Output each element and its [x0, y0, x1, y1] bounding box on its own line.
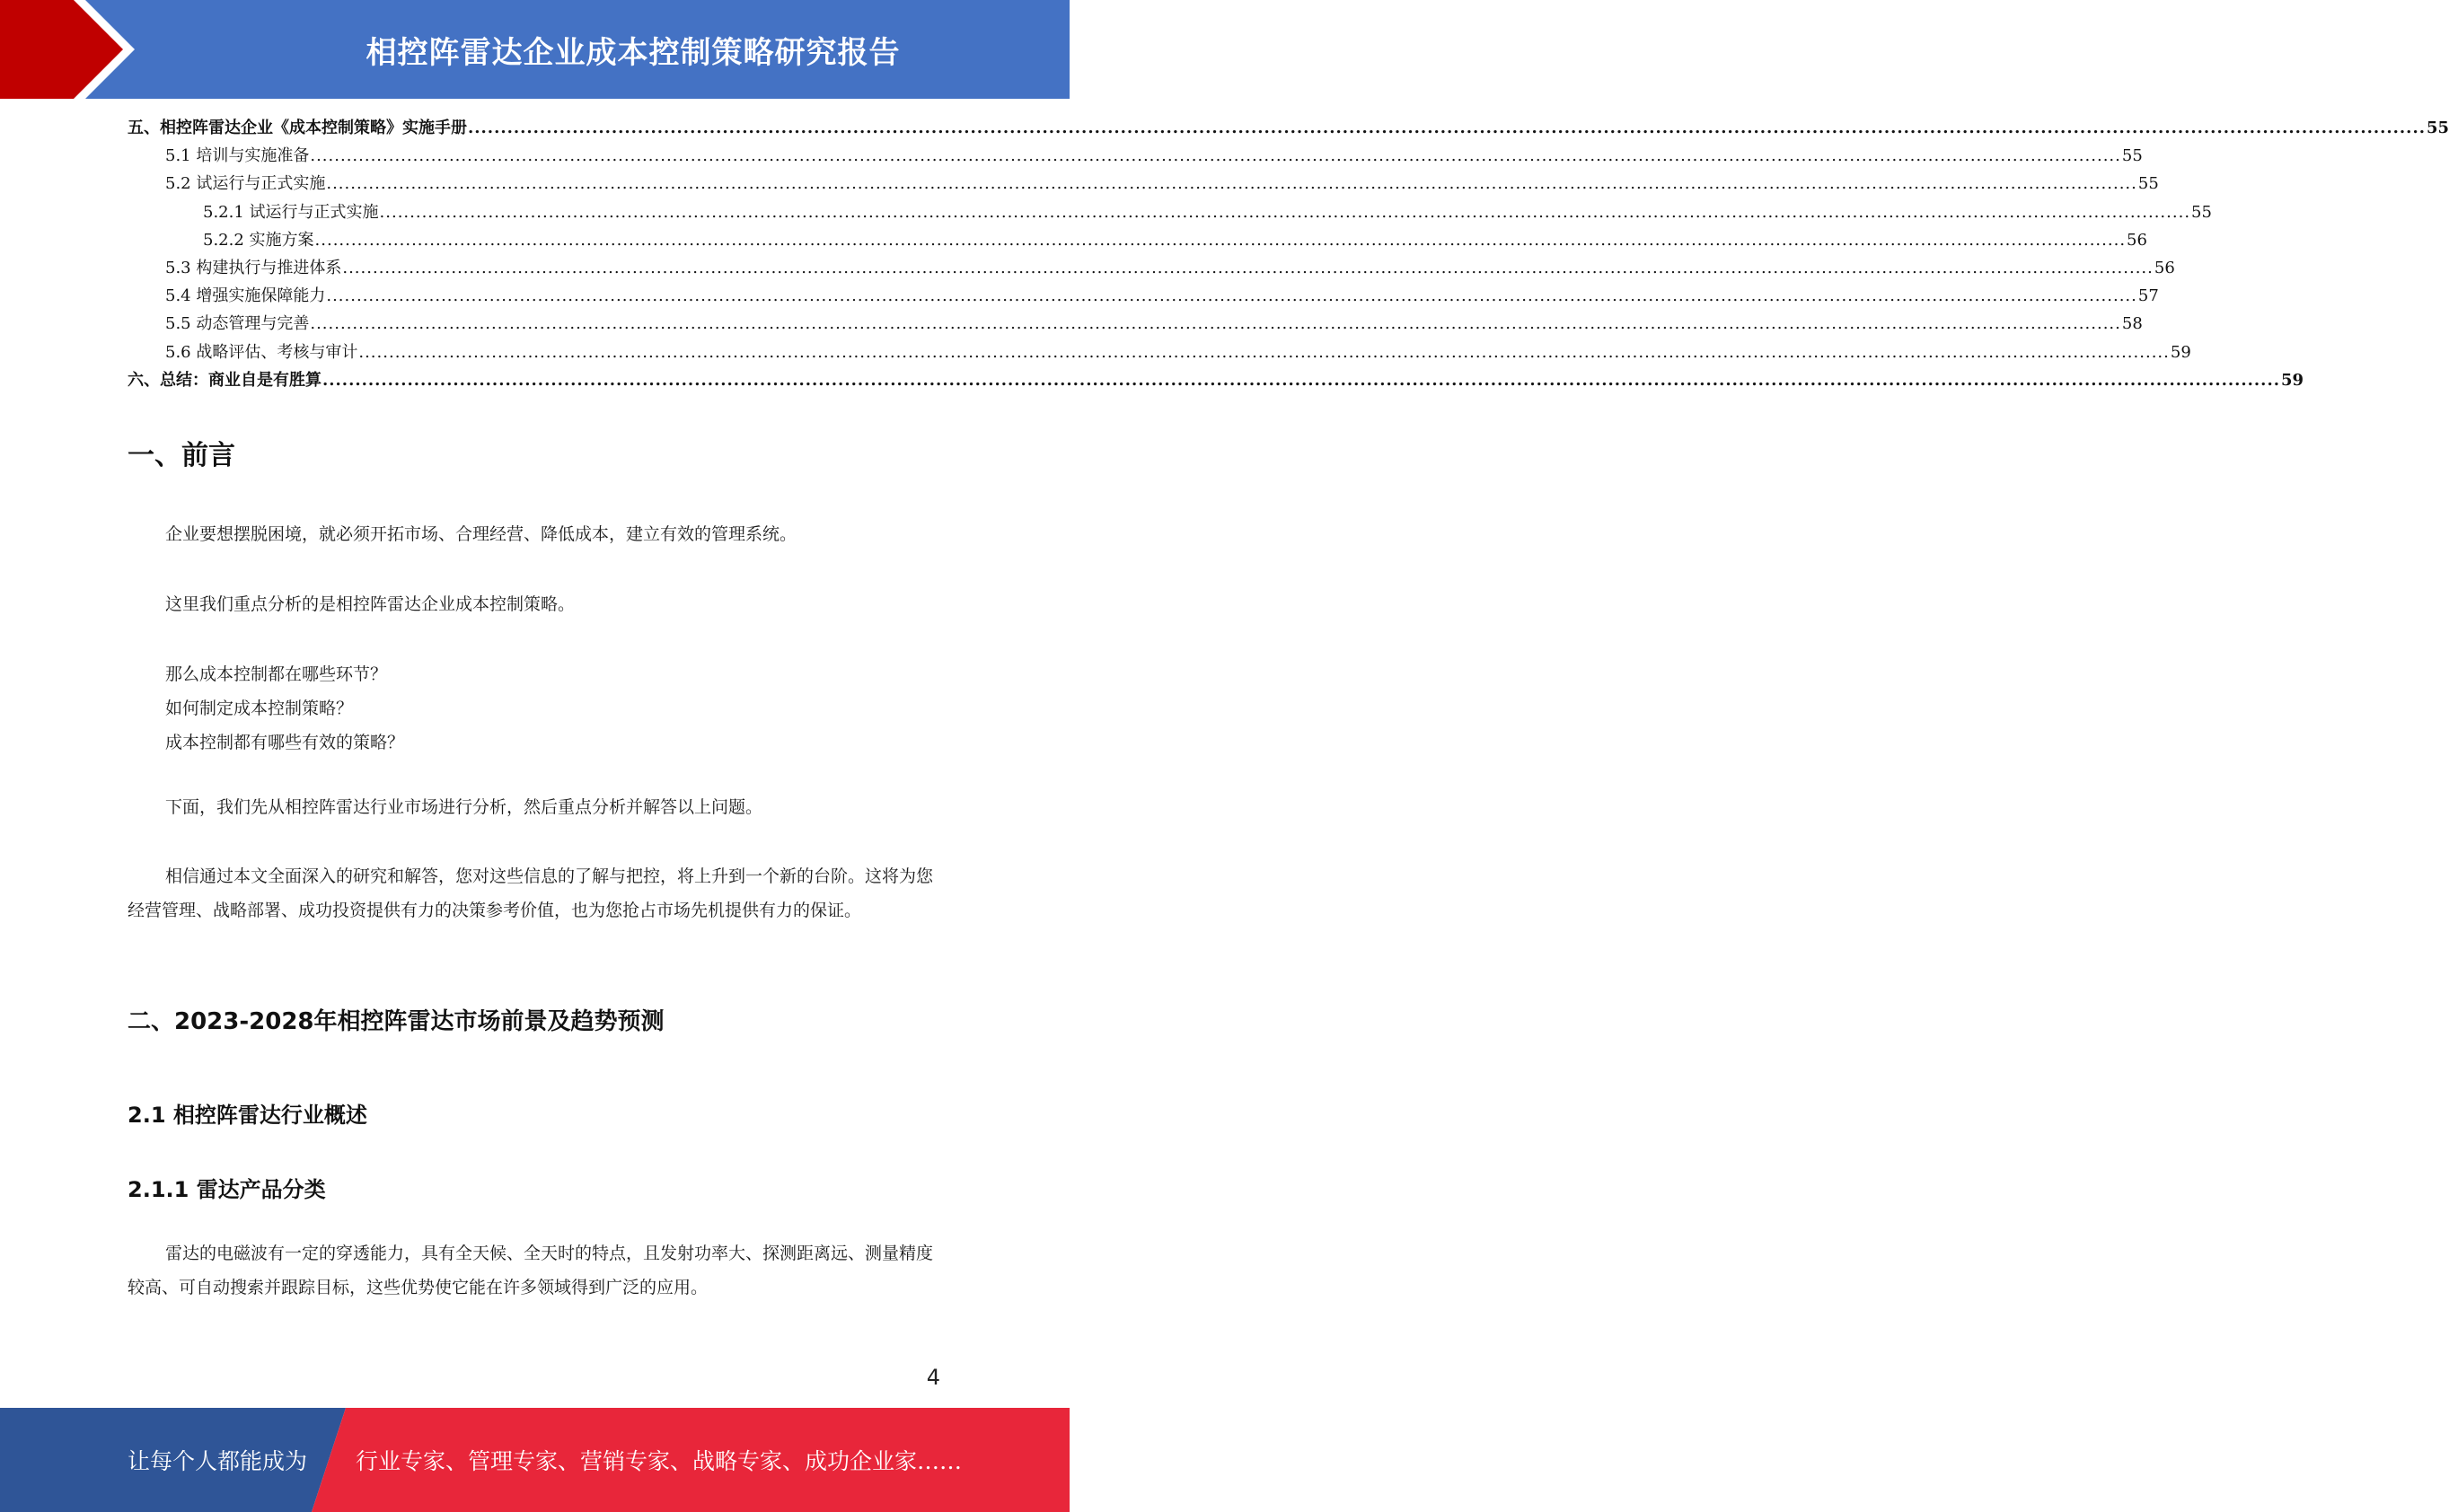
- toc-leader-dots: ............................................................................................................................................................................................................................................................................................................: [322, 370, 2280, 390]
- toc-entry-title: 六、总结：商业自是有胜算: [128, 370, 322, 390]
- report-title: 相控阵雷达企业成本控制策略研究报告: [366, 34, 901, 71]
- toc-leader-dots: ............................................................................................................................................................................................................................................................................................................: [468, 119, 2426, 137]
- toc-entry-title: 5.3 构建执行与推进体系: [165, 258, 342, 277]
- toc-entry-page: 55: [2137, 174, 2159, 194]
- toc-entry-page: 59: [2170, 342, 2191, 362]
- toc-entry-page: 58: [2121, 314, 2143, 334]
- section-heading-preface: 一、前言: [128, 440, 235, 471]
- toc-entry-title: 五、相控阵雷达企业《成本控制策略》实施手册: [128, 119, 467, 137]
- toc-entry-title: 5.4 增强实施保障能力: [165, 286, 326, 306]
- toc-entry-title: 5.2.2 实施方案: [203, 230, 314, 250]
- toc-entry[interactable]: [128, 255, 2175, 283]
- footer-slogan-right: 行业专家、管理专家、营销专家、战略专家、成功企业家……: [356, 1448, 963, 1474]
- toc-leader-dots: ............................................................................................................................................................................................................................................................................................................: [310, 146, 2121, 166]
- toc-entry[interactable]: [128, 339, 2191, 367]
- toc-entry-title: 5.2.1 试运行与正式实施: [203, 202, 379, 222]
- paragraph: 企业要想摆脱困境，就必须开拓市场、合理经营、降低成本，建立有效的管理系统。: [165, 524, 797, 544]
- toc-entry-page: 55: [2121, 146, 2143, 166]
- footer-slogan-left: 让每个人都能成为: [128, 1448, 308, 1474]
- toc-entry-page: 59: [2280, 370, 2304, 390]
- page-header: [0, 0, 1070, 99]
- toc-leader-dots: ............................................................................................................................................................................................................................................................................................................: [342, 258, 2154, 277]
- toc-entry[interactable]: [128, 171, 2159, 198]
- toc-entry[interactable]: [128, 199, 2212, 227]
- toc-leader-dots: ............................................................................................................................................................................................................................................................................................................: [379, 202, 2191, 222]
- paragraph: 下面，我们先从相控阵雷达行业市场进行分析，然后重点分析并解答以上问题。: [165, 797, 763, 817]
- toc-entry[interactable]: [128, 283, 2159, 311]
- subsection-heading: 2.1 相控阵雷达行业概述: [128, 1103, 367, 1128]
- question-line: 成本控制都有哪些有效的策略？: [165, 733, 405, 752]
- table-of-contents: [128, 115, 2449, 395]
- toc-entry-title: 5.1 培训与实施准备: [165, 146, 310, 166]
- toc-entry-page: 56: [2154, 258, 2175, 277]
- page-footer: [0, 1408, 1070, 1512]
- subsection-heading: 2.1.1 雷达产品分类: [128, 1177, 326, 1202]
- toc-entry[interactable]: [128, 227, 2147, 255]
- toc-leader-dots: ............................................................................................................................................................................................................................................................................................................: [326, 286, 2137, 306]
- toc-entry-page: 55: [2191, 202, 2212, 222]
- page-number: 4: [926, 1365, 940, 1390]
- toc-entry-page: 56: [2127, 230, 2147, 250]
- paragraph: 这里我们重点分析的是相控阵雷达企业成本控制策略。: [165, 594, 576, 614]
- toc-leader-dots: ............................................................................................................................................................................................................................................................................................................: [358, 342, 2170, 362]
- question-line: 如何制定成本控制策略？: [165, 699, 354, 718]
- toc-entry[interactable]: [128, 311, 2143, 338]
- toc-entry-page: 55: [2426, 119, 2449, 137]
- paragraph: 相信通过本文全面深入的研究和解答，您对这些信息的了解与把控，将上升到一个新的台阶。这将为您经营管理、战略部署、成功投资提供有力的决策参考价值，也为您抢占市场先机提供有力的保证。: [128, 866, 934, 920]
- paragraph: 雷达的电磁波有一定的穿透能力，具有全天候、全天时的特点，且发射功率大、探测距离远、测量精度较高、可自动搜索并跟踪目标，这些优势使它能在许多领域得到广泛的应用。: [128, 1244, 934, 1297]
- header-arrow-decoration: [0, 0, 144, 99]
- toc-leader-dots: ............................................................................................................................................................................................................................................................................................................: [326, 174, 2137, 194]
- question-line: 那么成本控制都在哪些环节？: [165, 664, 388, 684]
- toc-entry[interactable]: [128, 115, 2449, 143]
- section-heading-market-outlook: 二、2023-2028年相控阵雷达市场前景及趋势预测: [128, 1008, 665, 1035]
- toc-entry[interactable]: [128, 367, 2304, 395]
- toc-entry-page: 57: [2137, 286, 2159, 306]
- toc-entry-title: 5.2 试运行与正式实施: [165, 174, 326, 194]
- toc-leader-dots: ............................................................................................................................................................................................................................................................................................................: [310, 314, 2121, 334]
- toc-entry-title: 5.6 战略评估、考核与审计: [165, 342, 358, 362]
- toc-leader-dots: ............................................................................................................................................................................................................................................................................................................: [314, 230, 2127, 250]
- toc-entry-title: 5.5 动态管理与完善: [165, 314, 310, 334]
- toc-entry[interactable]: [128, 143, 2143, 171]
